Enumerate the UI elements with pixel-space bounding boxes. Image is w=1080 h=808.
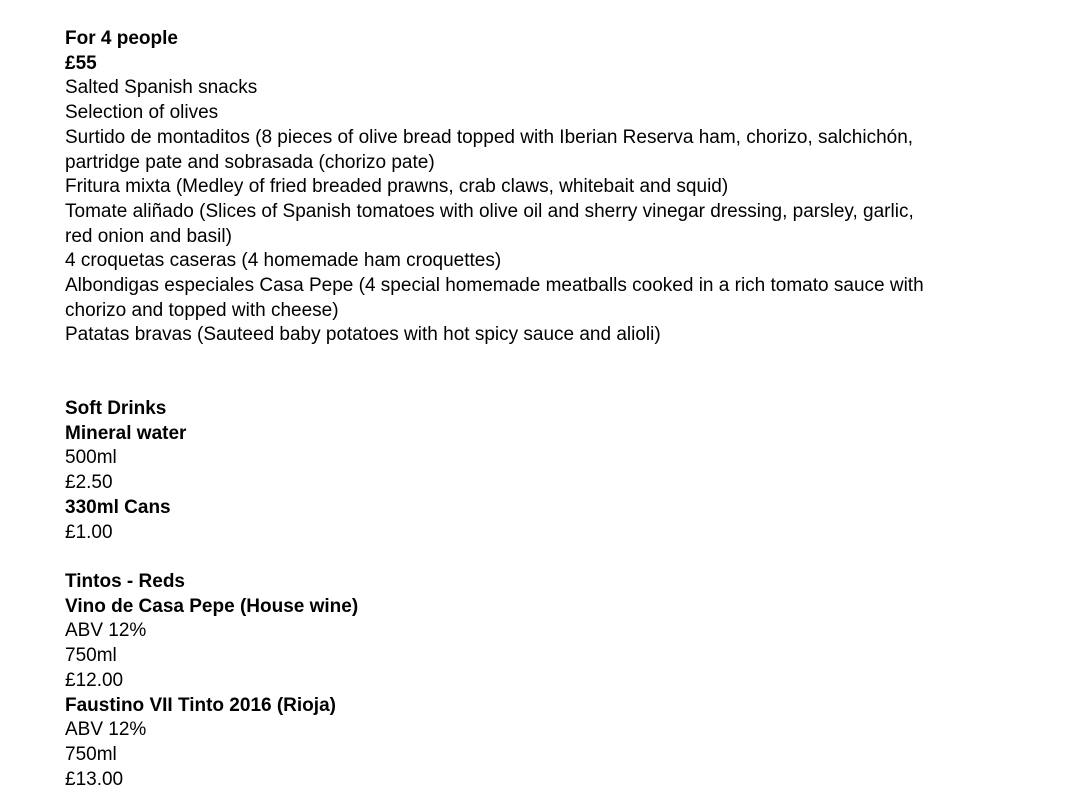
- menu-item: chorizo and topped with cheese): [65, 299, 339, 321]
- soft-drinks-section: [65, 397, 1055, 545]
- drink-name: Mineral water: [65, 422, 187, 444]
- wine-name: Vino de Casa Pepe (House wine): [65, 595, 359, 617]
- menu-item: Patatas bravas (Sauteed baby potatoes with hot spicy sauce and alioli): [65, 324, 661, 346]
- menu-item: Salted Spanish snacks: [65, 77, 258, 99]
- drink-price: £1.00: [65, 521, 113, 543]
- wine-price: £12.00: [65, 669, 124, 691]
- drink-name: 330ml Cans: [65, 496, 171, 518]
- menu-item: 4 croquetas caseras (4 homemade ham croquettes): [65, 250, 502, 272]
- set-menu-people: For 4 people: [65, 28, 178, 49]
- wine-abv: ABV 12%: [65, 620, 147, 642]
- wine-name: Faustino VII Tinto 2016 (Rioja): [65, 694, 336, 716]
- wine-size: 750ml: [65, 645, 117, 667]
- set-menu: [65, 27, 1055, 348]
- set-menu-price: £55: [65, 52, 97, 74]
- drink-price: £2.50: [65, 472, 113, 494]
- section-heading: Soft Drinks: [65, 398, 167, 419]
- menu-item: Selection of olives: [65, 102, 219, 124]
- menu-item: Fritura mixta (Medley of fried breaded prawns, crab claws, whitebait and squid): [65, 176, 729, 198]
- wine-abv: ABV 12%: [65, 719, 147, 741]
- reds-section: [65, 570, 1055, 792]
- wine-size: 750ml: [65, 743, 117, 765]
- menu-item: Albondigas especiales Casa Pepe (4 special homemade meatballs cooked in a rich tomato sauce with: [65, 275, 924, 297]
- section-heading: Tintos - Reds: [65, 571, 185, 592]
- menu-item: red onion and basil): [65, 225, 232, 247]
- menu-item: Tomate aliñado (Slices of Spanish tomatoes with olive oil and sherry vinegar dressing, parsley, garlic,: [65, 200, 914, 222]
- menu-item: Surtido de montaditos (8 pieces of olive bread topped with Iberian Reserva ham, chorizo, salchichón,: [65, 126, 914, 148]
- wine-price: £13.00: [65, 768, 124, 790]
- menu-item: partridge pate and sobrasada (chorizo pate): [65, 151, 435, 173]
- drink-size: 500ml: [65, 447, 117, 469]
